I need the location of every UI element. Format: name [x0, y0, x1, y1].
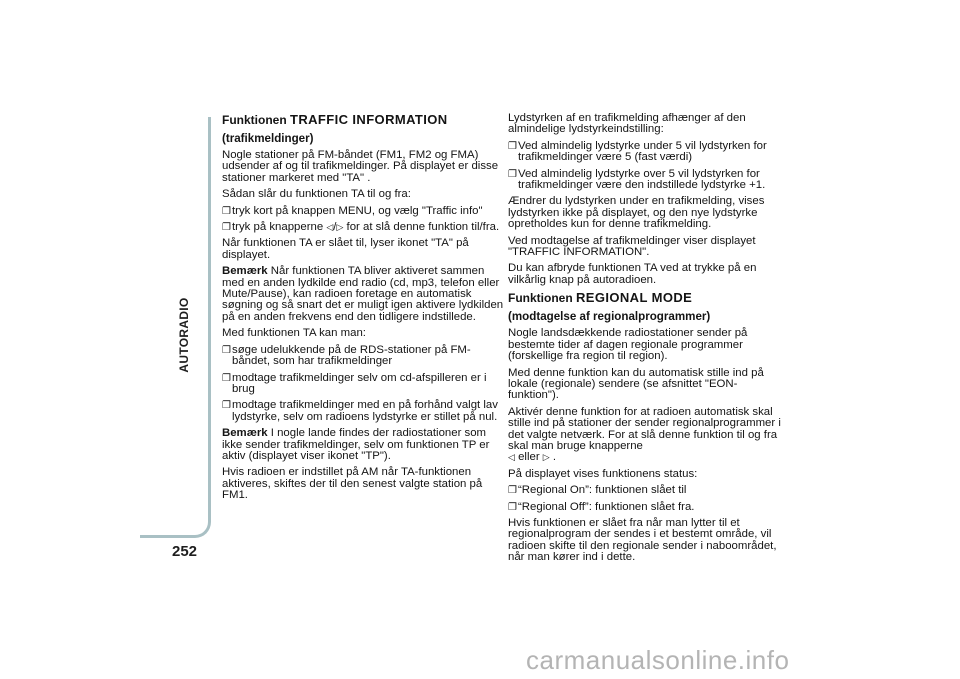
- paragraph: Sådan slår du funktionen TA til og fra:: [222, 188, 411, 201]
- checkbox-bullet-icon: ❐: [222, 344, 231, 356]
- section-heading-regional: Funktionen REGIONAL MODE: [508, 290, 693, 306]
- list-item: ❐ “Regional On”: funktionen slået til: [508, 484, 687, 497]
- checkbox-bullet-icon: ❐: [222, 222, 231, 234]
- paragraph: Hvis funktionen er slået fra når man lytter til et regionalprogram der sendes i et bestemt område, vil radioen skifte til den regionale sender i naboområdet, når man kører ind i dette.: [508, 516, 777, 564]
- paragraph: Nogle landsdækkende radiostationer sender på bestemte tider af dagen regionale programmer (forskellige fra region til region).: [508, 327, 748, 363]
- list-item: ❐ tryk kort på knappen MENU, og vælg "Traffic info": [222, 204, 483, 217]
- arrow-left-icon: ◁: [326, 222, 334, 233]
- arrow-right-icon: ▷: [542, 452, 550, 463]
- section-heading-traffic: Funktionen TRAFFIC INFORMATION: [222, 112, 448, 127]
- list-item: ❐ Ved almindelig lydstyrke under 5 vil lydstyrken for trafikmeldinger være 5 (fast værdi): [508, 139, 767, 164]
- list-item: ❐ søge udelukkende på de RDS-stationer på FM-båndet, som har trafikmeldinger: [222, 343, 471, 368]
- checkbox-bullet-icon: ❐: [222, 400, 231, 412]
- watermark: carmanualsonline.info: [526, 645, 790, 675]
- list-item: ❐ “Regional Off”: funktionen slået fra.: [508, 500, 695, 513]
- chapter-label: AUTORADIO: [177, 297, 191, 373]
- paragraph: Du kan afbryde funktionen TA ved at trykke på en vilkårlig knap på autoradioen.: [508, 262, 757, 286]
- list-item: ❐ tryk på knapperne ◁/▷ for at slå denne funktion til/fra.: [222, 221, 500, 234]
- checkbox-bullet-icon: ❐: [508, 501, 517, 513]
- paragraph: Ved modtagelse af trafikmeldinger viser displayet "TRAFFIC INFORMATION".: [508, 234, 756, 259]
- arrow-right-icon: ▷: [336, 222, 344, 233]
- paragraph: Nogle stationer på FM-båndet (FM1, FM2 og FMA) udsender af og til trafikmeldinger. På displayet er disse stationer markeret med "TA" .: [222, 149, 499, 184]
- note: Bemærk I nogle lande findes der radiostationer som ikke sender trafikmeldinger, selv om funktionen TP er aktiv (displayet viser ikonet "TP").: [222, 427, 490, 462]
- section-subheading-regional: (modtagelse af regionalprogrammer): [508, 310, 711, 324]
- checkbox-bullet-icon: ❐: [222, 205, 231, 217]
- paragraph: Med denne funktion kan du automatisk stille ind på lokale (regionale) sendere (se afsnittet "EON-funktion").: [508, 366, 764, 402]
- checkbox-bullet-icon: ❐: [508, 140, 517, 152]
- side-bracket: [140, 117, 211, 538]
- checkbox-bullet-icon: ❐: [508, 485, 517, 497]
- list-item: ❐ modtage trafikmeldinger selv om cd-afspilleren er i brug: [222, 371, 487, 395]
- paragraph: Aktivér denne funktion for at radioen automatisk skal stille ind på stationer der sender regionalprogrammer i det valgte netværk. For at slå denne funktion til og fra skal man bruge knapperne ◁ eller ▷ .: [508, 405, 781, 464]
- paragraph: På displayet vises funktionens status:: [508, 467, 698, 480]
- section-subheading-traffic: (trafikmeldinger): [222, 132, 314, 145]
- arrow-left-icon: ◁: [508, 452, 515, 463]
- paragraph: Hvis radioen er indstillet på AM når TA-funktionen aktiveres, skiftes der til den senest valgte station på FM1.: [222, 466, 483, 502]
- checkbox-bullet-icon: ❐: [508, 168, 517, 180]
- note: Bemærk Når funktionen TA bliver aktiveret sammen med en anden lydkilde end radio (cd, mp3, telefon eller Mute/Pause), kan radioen foretage en automatisk søgning og så snart det er muligt igen aktivere lydkilden på en anden frekvens end den tidligere indstillede.: [222, 265, 504, 323]
- checkbox-bullet-icon: ❐: [222, 372, 231, 384]
- page-number: 252: [172, 543, 198, 560]
- paragraph: Når funktionen TA er slået til, lyser ikonet "TA" på displayet.: [222, 237, 469, 261]
- list-item: ❐ modtage trafikmeldinger med en på forhånd valgt lav lydstyrke, selv om radioens lydstyrke er stillet på nul.: [222, 399, 498, 423]
- paragraph: Ændrer du lydstyrken under en trafikmelding, vises lydstyrken ikke på displayet, og den nye lydstyrke opretholdes kun for denne trafikmelding.: [508, 195, 765, 231]
- right-column: [508, 113, 784, 569]
- paragraph: Lydstyrken af en trafikmelding afhænger af den almindelige lydstyrkeindstilling:: [508, 112, 746, 136]
- left-column: [222, 113, 504, 507]
- paragraph: Med funktionen TA kan man:: [222, 327, 366, 340]
- list-item: ❐ Ved almindelig lydstyrke over 5 vil lydstyrken for trafikmeldinger være den indstillede lydstyrke +1.: [508, 167, 766, 192]
